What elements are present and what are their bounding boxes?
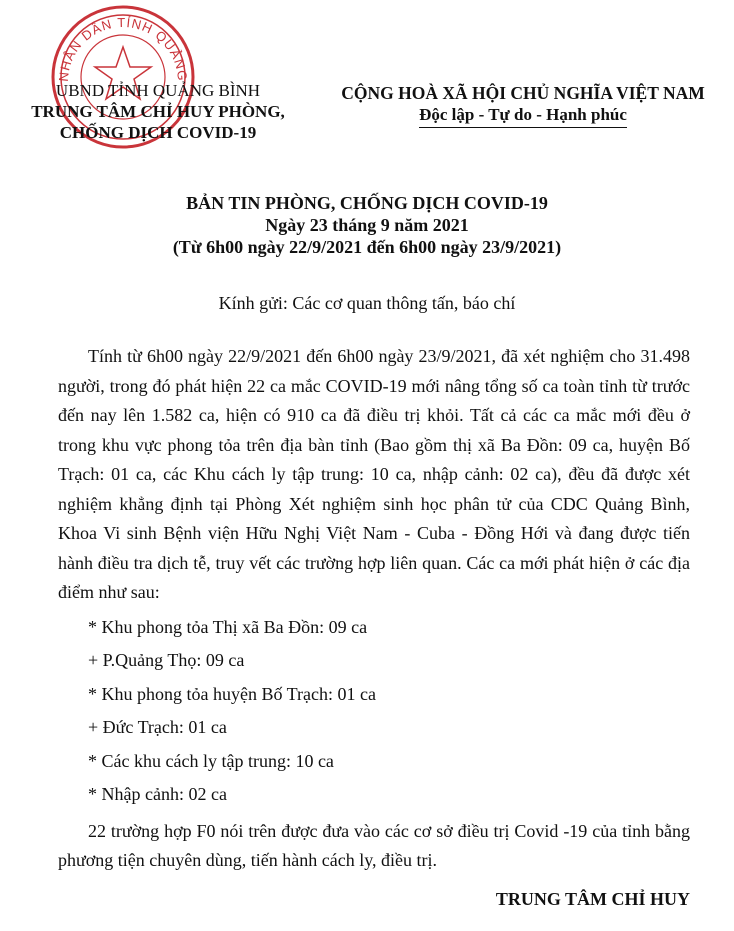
stamp-text: NHÂN DÂN TỈNH QUẢNG [55, 14, 191, 83]
case-location-list [58, 616, 690, 806]
list-item: + P.Quảng Thọ: 09 ca [88, 650, 245, 670]
bulletin-title [0, 192, 734, 258]
nation-motto: Độc lập - Tự do - Hạnh phúc [419, 104, 627, 128]
signature-block: TRUNG TÂM CHỈ HUY [495, 889, 690, 909]
nation-title: CỘNG HOÀ XÃ HỘI CHỦ NGHĨA VIỆT NAM [341, 83, 705, 103]
list-item: * Khu phong tỏa huyện Bố Trạch: 01 ca [88, 683, 376, 704]
paragraph-2: 22 trường hợp F0 nói trên được đưa vào các cơ sở điều trị Covid -19 của tỉnh bằng phương tiện chuyên dùng, tiến hành cách ly, điều trị. [58, 820, 690, 870]
list-item: * Nhập cảnh: 02 ca [88, 784, 227, 804]
list-item: * Các khu cách ly tập trung: 10 ca [88, 750, 334, 771]
title-line-2: Ngày 23 tháng 9 năm 2021 [265, 215, 469, 235]
title-line-1: BẢN TIN PHÒNG, CHỐNG DỊCH COVID-19 [186, 193, 548, 213]
org-line-2: TRUNG TÂM CHỈ HUY PHÒNG, [31, 102, 285, 121]
paragraph-1: Tính từ 6h00 ngày 22/9/2021 đến 6h00 ngày 23/9/2021, đã xét nghiệm cho 31.498 người, trong đó phát hiện 22 ca mắc COVID-19 mới nâng tổng số ca toàn tỉnh từ trước đến nay lên 1.582 ca, hiện có 910 ca đã điều trị khỏi. Tất cả các ca mắc mới đều ở trong khu vực phong tỏa trên địa bàn tỉnh (Bao gồm thị xã Ba Đồn: 09 ca, huyện Bố Trạch: 01 ca, các Khu cách ly tập trung: 10 ca, nhập cảnh: 02 ca), đều đã được xét nghiệm khẳng định tại Phòng Xét nghiệm sinh học phân tử của CDC Quảng Bình, Khoa Vi sinh Bệnh viện Hữu Nghị Việt Nam - Cuba - Đồng Hới và đang được tiến hành điều tra dịch tễ, truy vết các trường hợp liên quan. Các ca mới phát hiện ở các địa điểm như sau: [58, 346, 690, 602]
list-item: + Đức Trạch: 01 ca [88, 717, 227, 737]
bulletin-body [58, 342, 690, 876]
national-header [318, 82, 728, 128]
list-item: * Khu phong tỏa Thị xã Ba Đồn: 09 ca [88, 616, 368, 637]
org-line-3: CHỐNG DỊCH COVID-19 [59, 123, 257, 142]
issuing-organization [8, 80, 308, 143]
title-line-3: (Từ 6h00 ngày 22/9/2021 đến 6h00 ngày 23/9/2021) [172, 237, 562, 257]
org-line-1: UBND TỈNH QUẢNG BÌNH [55, 81, 261, 100]
greeting: Kính gửi: Các cơ quan thông tấn, báo chí [218, 293, 516, 313]
